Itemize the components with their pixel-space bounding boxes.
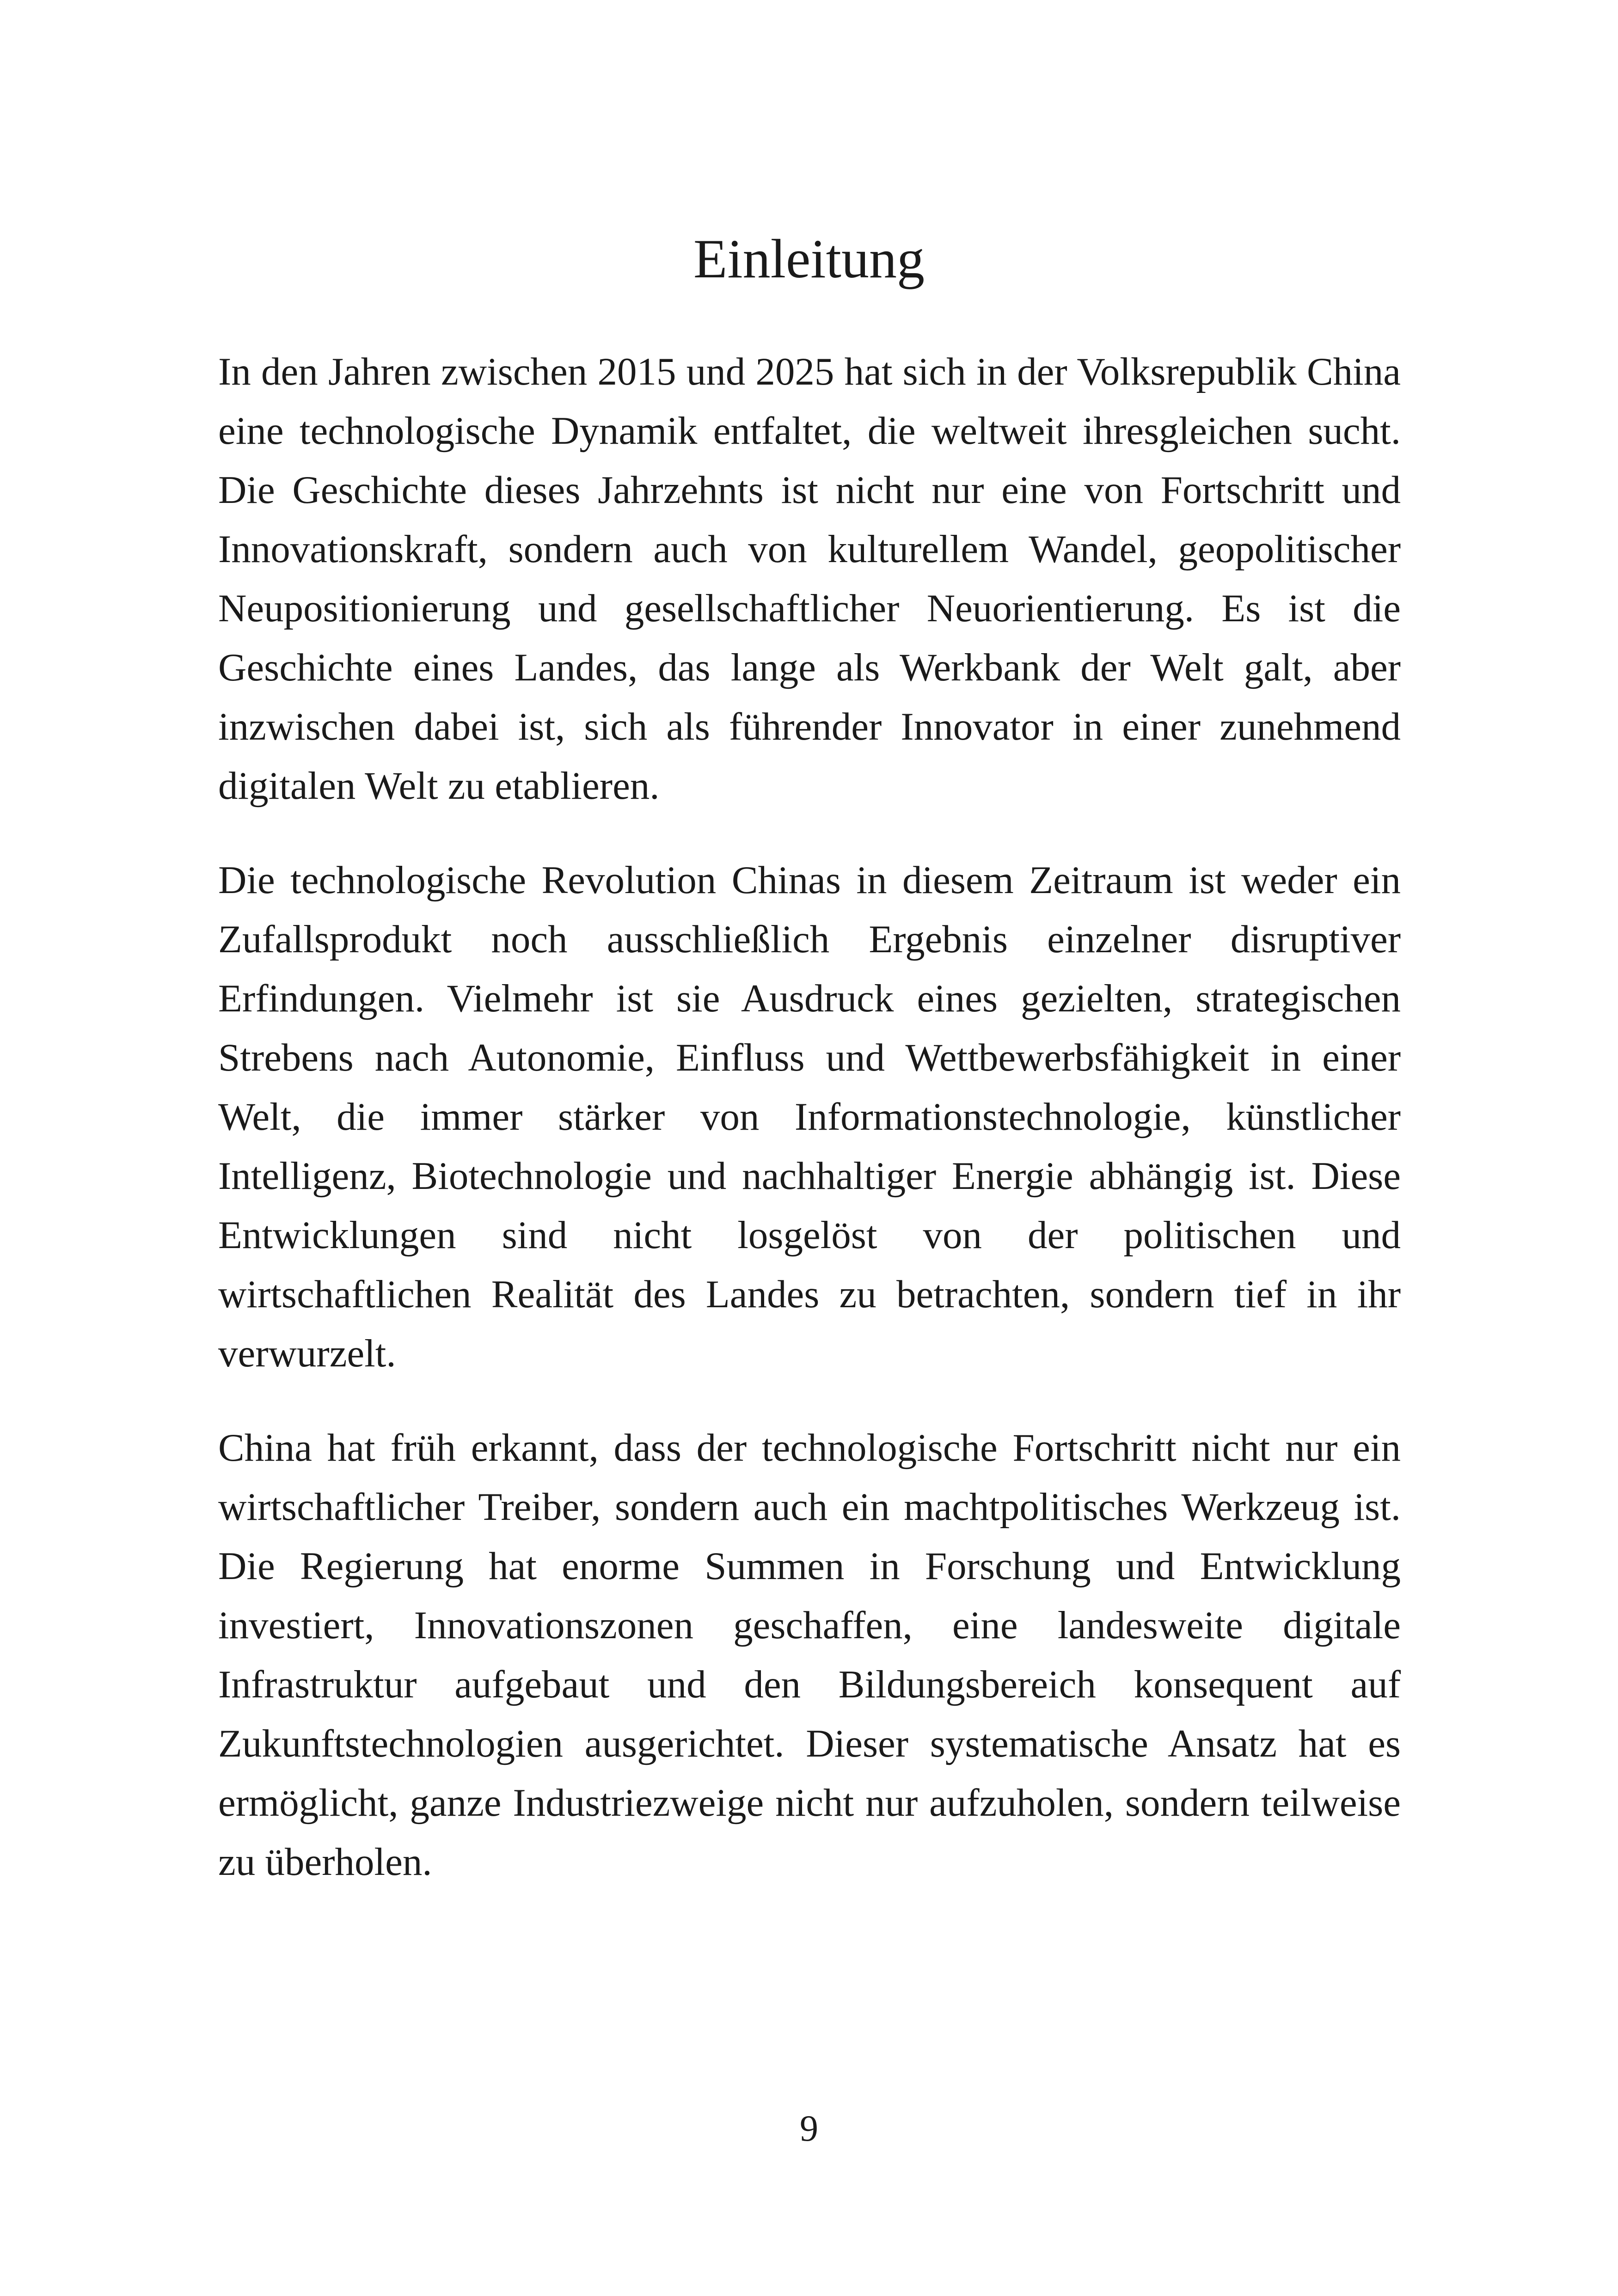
chapter-body	[218, 342, 1401, 1927]
page-number: 9	[800, 2108, 818, 2149]
paragraph-2: Die technologische Revolution Chinas in diesem Zeitraum ist weder ein Zufallsprodukt noch ausschließlich Ergebnis einzelner disruptiver Erfindungen. Vielmehr ist sie Ausdruck eines gezielten, strategischen Strebens nach Autonomie, Einfluss und Wettbewerbsfähigkeit in einer Welt, die immer stärker von Informationstechnologie, künstlicher Intelligenz, Biotechnologie und nachhaltiger Energie abhängig ist. Diese Entwicklungen sind nicht losgelöst von der politischen und wirtschaftlichen Realität des Landes zu betrachten, sondern tief in ihr verwurzelt.	[218, 858, 1401, 1375]
chapter-title: Einleitung	[693, 228, 925, 289]
paragraph-1: In den Jahren zwischen 2015 und 2025 hat sich in der Volksrepublik China eine technologische Dynamik entfaltet, die weltweit ihresgleichen sucht. Die Geschichte dieses Jahrzehnts ist nicht nur eine von Fortschritt und Innovationskraft, sondern auch von kulturellem Wandel, geopolitischer Neupositionierung und gesellschaftlicher Neuorientierung. Es ist die Geschichte eines Landes, das lange als Werkbank der Welt galt, aber inzwischen dabei ist, sich als führender Innovator in einer zunehmend digitalen Welt zu etablieren.	[218, 350, 1401, 808]
paragraph-3: China hat früh erkannt, dass der technologische Fortschritt nicht nur ein wirtschaftlicher Treiber, sondern auch ein machtpolitisches Werkzeug ist. Die Regierung hat enorme Summen in Forschung und Entwicklung investiert, Innovationszonen geschaffen, eine landesweite digitale Infrastruktur aufgebaut und den Bildungsbereich konsequent auf Zukunftstechnologien ausgerichtet. Dieser systematische Ansatz hat es ermöglicht, ganze Industriezweige nicht nur aufzuholen, sondern teilweise zu überholen.	[218, 1426, 1401, 1884]
